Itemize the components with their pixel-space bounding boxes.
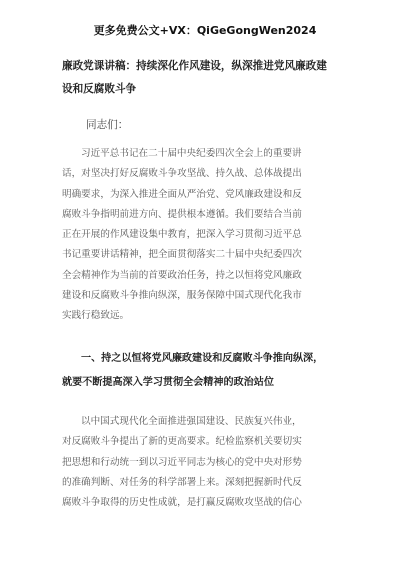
page-header: 更多免费公文+VX：QiGeGongWen2024 <box>93 24 317 37</box>
title-line: 设和反腐败斗争 <box>62 83 137 95</box>
paragraph-line: 把思想和行动统一到以习近平同志为核心的党中央对形势 <box>62 456 302 468</box>
heading-line: 就要不断提高深入学习贯彻全会精神的政治站位 <box>62 377 274 388</box>
section-heading <box>62 347 372 395</box>
paragraph-line: 书记重要讲话精神，把全面贯彻落实二十届中央纪委四次 <box>62 249 302 261</box>
paragraph-2 <box>62 412 362 513</box>
paragraph-line: 习近平总书记在二十届中央纪委四次全会上的重要讲 <box>81 148 302 159</box>
paragraph-line: 对反腐败斗争提出了新的更高要求。纪检监察机关要切实 <box>62 436 302 448</box>
paragraph-line: 明确要求，为深入推进全面从严治党、党风廉政建设和反 <box>62 188 302 200</box>
document-title <box>62 55 362 101</box>
heading-line: 一、持之以恒将党风廉政建设和反腐败斗争推向纵深， <box>81 353 324 364</box>
paragraph-line: 的准确判断、对任务的科学部署上来。深刻把握新时代反 <box>62 476 302 488</box>
paragraph-line: 实践行稳致远。 <box>62 310 130 322</box>
paragraph-1 <box>62 144 362 327</box>
paragraph-line: 话，对坚决打好反腐败斗争攻坚战、持久战、总体战提出 <box>62 168 302 180</box>
paragraph-line: 以中国式现代化全面推进强国建设、民族复兴伟业， <box>81 416 302 427</box>
title-line: 廉政党课讲稿：持续深化作风建设，纵深推进党风廉政建 <box>62 60 327 72</box>
paragraph-line: 腐败斗争指明前进方向、提供根本遵循。我们要结合当前 <box>62 208 302 220</box>
paragraph-line: 腐败斗争取得的历史性成就，是打赢反腐败攻坚战的信心 <box>62 497 302 509</box>
salutation: 同志们： <box>86 119 129 131</box>
paragraph-line: 建设和反腐败斗争推向纵深，服务保障中国式现代化我市 <box>62 290 302 302</box>
paragraph-line: 全会精神作为当前的首要政治任务，持之以恒将党风廉政 <box>62 269 302 281</box>
paragraph-line: 正在开展的作风建设集中教育，把深入学习贯彻习近平总 <box>62 229 302 241</box>
